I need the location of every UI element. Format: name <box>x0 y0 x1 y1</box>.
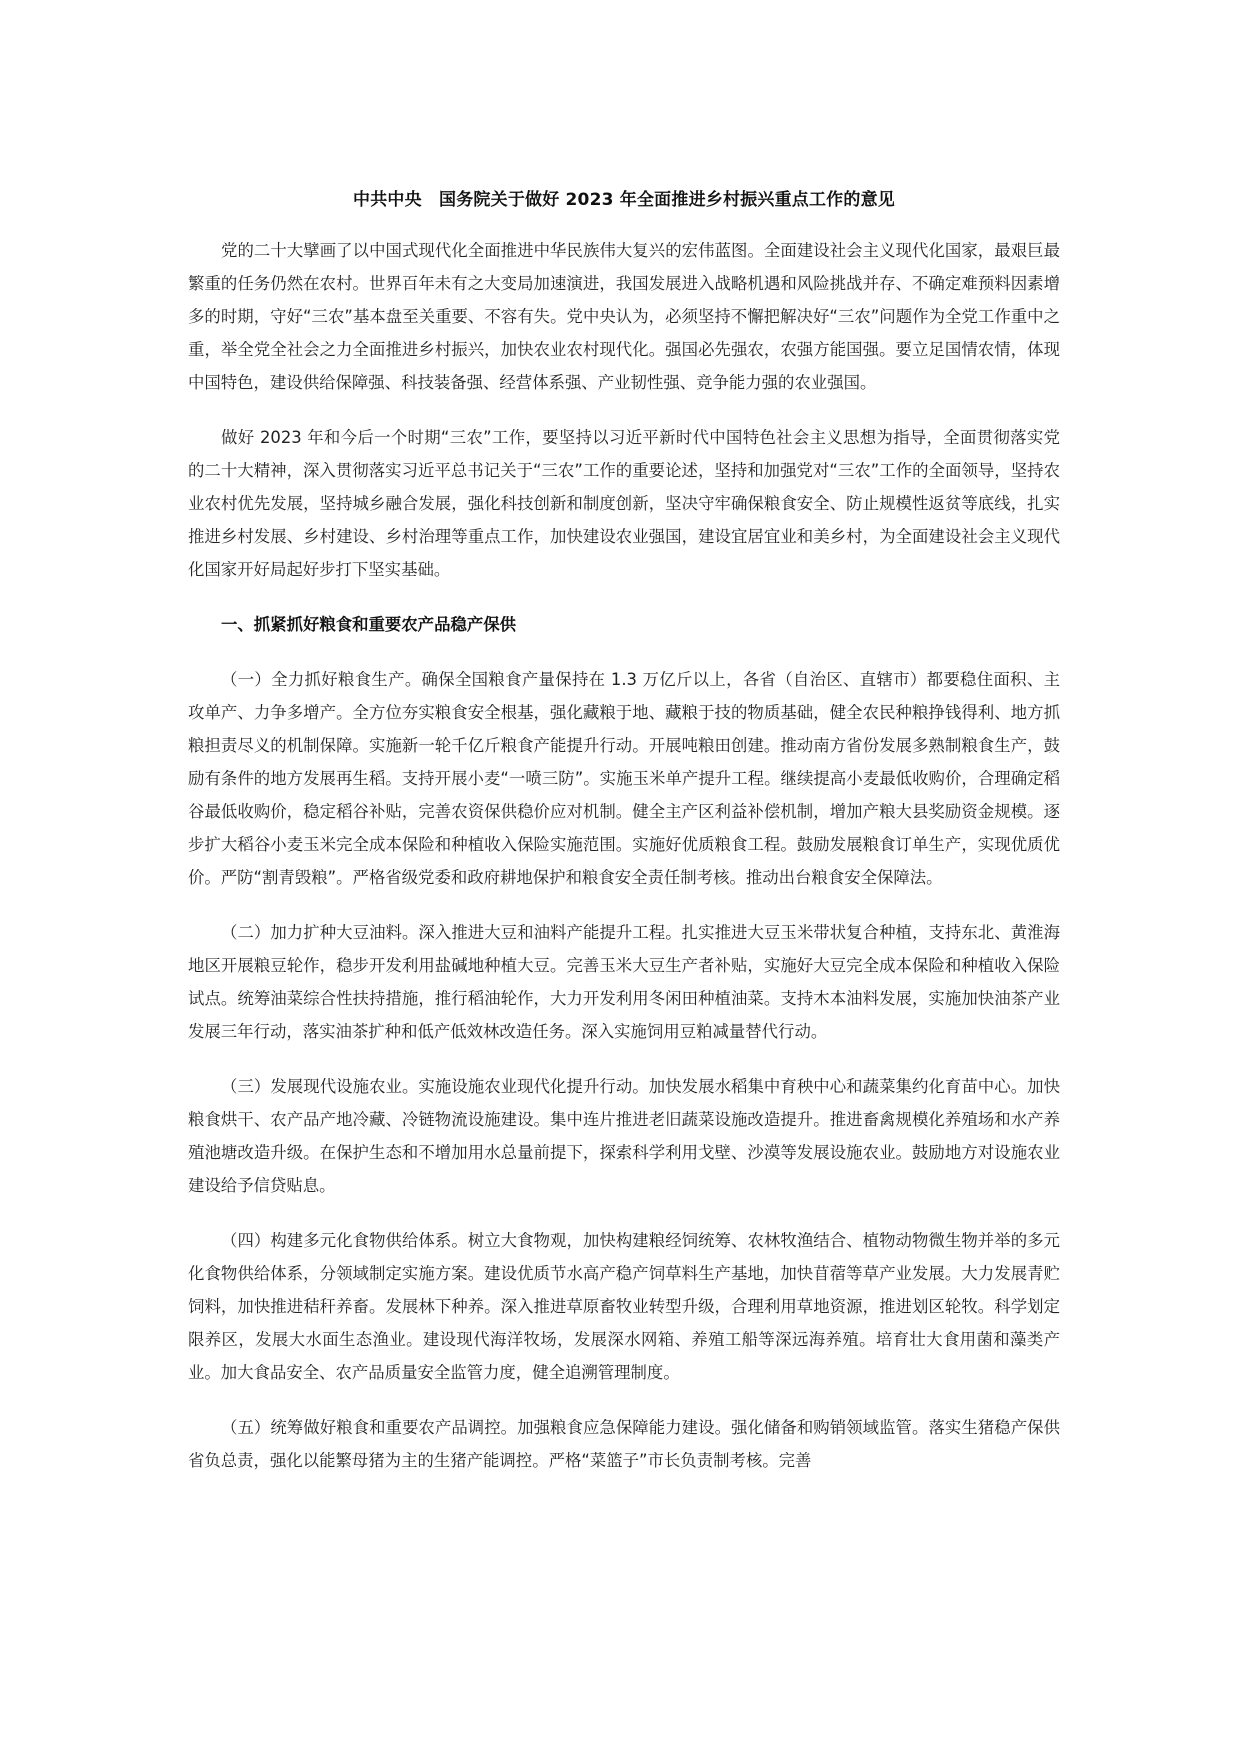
section-paragraph-4: （四）构建多元化食物供给体系。树立大食物观，加快构建粮经饲统筹、农林牧渔结合、植物动物微生物并举的多元化食物供给体系，分领域制定实施方案。建设优质节水高产稳产饲草料生产基地，加快苜蓿等草产业发展。大力发展青贮饲料，加快推进秸秆养畜。发展林下种养。深入推进草原畜牧业转型升级，合理利用草地资源，推进划区轮牧。科学划定限养区，发展大水面生态渔业。建设现代海洋牧场，发展深水网箱、养殖工船等深远海养殖。培育壮大食用菌和藻类产业。加大食品安全、农产品质量安全监管力度，健全追溯管理制度。 <box>188 1231 1060 1382</box>
section-paragraph-5: （五）统筹做好粮食和重要农产品调控。加强粮食应急保障能力建设。强化储备和购销领域监管。落实生猪稳产保供省负总责，强化以能繁母猪为主的生猪产能调控。严格“菜篮子”市长负责制考核。完善 <box>188 1418 1060 1470</box>
section-heading: 一、抓紧抓好粮食和重要农产品稳产保供 <box>221 615 517 634</box>
section-paragraph-1: （一）全力抓好粮食生产。确保全国粮食产量保持在 1.3 万亿斤以上，各省（自治区、直辖市）都要稳住面积、主攻单产、力争多增产。全方位夯实粮食安全根基，强化藏粮于地、藏粮于技的物质基础，健全农民种粮挣钱得利、地方抓粮担责尽义的机制保障。实施新一轮千亿斤粮食产能提升行动。开展吨粮田创建。推动南方省份发展多熟制粮食生产，鼓励有条件的地方发展再生稻。支持开展小麦“一喷三防”。实施玉米单产提升工程。继续提高小麦最低收购价，合理确定稻谷最低收购价，稳定稻谷补贴，完善农资保供稳价应对机制。健全主产区利益补偿机制，增加产粮大县奖励资金规模。逐步扩大稻谷小麦玉米完全成本保险和种植收入保险实施范围。实施好优质粮食工程。鼓励发展粮食订单生产，实现优质优价。严防“割青毁粮”。严格省级党委和政府耕地保护和粮食安全责任制考核。推动出台粮食安全保障法。 <box>188 670 1060 887</box>
document-title: 中共中央 国务院关于做好 2023 年全面推进乡村振兴重点工作的意见 <box>353 190 895 210</box>
section-paragraph-2: （二）加力扩种大豆油料。深入推进大豆和油料产能提升工程。扎实推进大豆玉米带状复合种植，支持东北、黄淮海地区开展粮豆轮作，稳步开发利用盐碱地种植大豆。完善玉米大豆生产者补贴，实施好大豆完全成本保险和种植收入保险试点。统筹油菜综合性扶持措施，推行稻油轮作，大力开发利用冬闲田种植油菜。支持木本油料发展，实施加快油茶产业发展三年行动，落实油茶扩种和低产低效林改造任务。深入实施饲用豆粕减量替代行动。 <box>188 923 1060 1041</box>
section-paragraph-3: （三）发展现代设施农业。实施设施农业现代化提升行动。加快发展水稻集中育秧中心和蔬菜集约化育苗中心。加快粮食烘干、农产品产地冷藏、冷链物流设施建设。集中连片推进老旧蔬菜设施改造提升。推进畜禽规模化养殖场和水产养殖池塘改造升级。在保护生态和不增加用水总量前提下，探索科学利用戈壁、沙漠等发展设施农业。鼓励地方对设施农业建设给予信贷贴息。 <box>188 1077 1060 1195</box>
intro-paragraph-2: 做好 2023 年和今后一个时期“三农”工作，要坚持以习近平新时代中国特色社会主义思想为指导，全面贯彻落实党的二十大精神，深入贯彻落实习近平总书记关于“三农”工作的重要论述，坚持和加强党对“三农”工作的全面领导，坚持农业农村优先发展，坚持城乡融合发展，强化科技创新和制度创新，坚决守牢确保粮食安全、防止规模性返贫等底线，扎实推进乡村发展、乡村建设、乡村治理等重点工作，加快建设农业强国，建设宜居宜业和美乡村，为全面建设社会主义现代化国家开好局起好步打下坚实基础。 <box>188 428 1060 579</box>
intro-paragraph-1: 党的二十大擘画了以中国式现代化全面推进中华民族伟大复兴的宏伟蓝图。全面建设社会主义现代化国家，最艰巨最繁重的任务仍然在农村。世界百年未有之大变局加速演进，我国发展进入战略机遇和风险挑战并存、不确定难预料因素增多的时期，守好“三农”基本盘至关重要、不容有失。党中央认为，必须坚持不懈把解决好“三农”问题作为全党工作重中之重，举全党全社会之力全面推进乡村振兴，加快农业农村现代化。强国必先强农，农强方能国强。要立足国情农情，体现中国特色，建设供给保障强、科技装备强、经营体系强、产业韧性强、竞争能力强的农业强国。 <box>188 241 1060 392</box>
document-body <box>188 184 1060 1499</box>
